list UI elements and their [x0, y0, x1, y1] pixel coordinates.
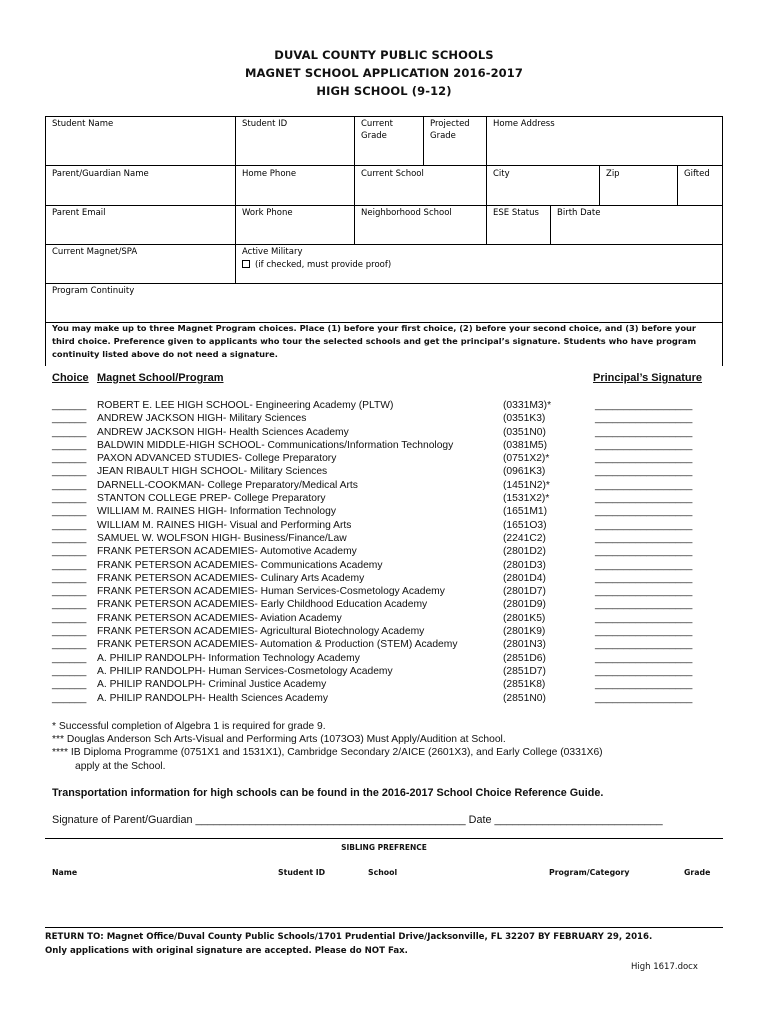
program-row — [52, 585, 722, 598]
choice-rank-blank[interactable]: ______ — [52, 479, 87, 491]
home-phone-field[interactable]: Home Phone — [242, 169, 297, 179]
sibling-student-id-field[interactable]: Student ID — [278, 868, 326, 877]
choice-rank-blank[interactable]: ______ — [52, 665, 87, 677]
principal-signature-blank[interactable]: _________________ — [595, 639, 693, 651]
program-row — [52, 545, 722, 558]
program-row — [52, 492, 722, 505]
sibling-preference-section — [45, 838, 723, 928]
principal-signature-blank[interactable]: _________________ — [595, 612, 693, 624]
program-code: (1651M1) — [503, 506, 548, 518]
program-name: FRANK PETERSON ACADEMIES- Early Childhood Education Academy — [97, 599, 428, 611]
program-name: ANDREW JACKSON HIGH- Health Sciences Academy — [97, 426, 349, 438]
col-divider — [550, 205, 551, 244]
form-subtitle: HIGH SCHOOL (9-12) — [316, 84, 452, 98]
principal-signature-blank[interactable]: _________________ — [595, 506, 693, 518]
row-divider — [46, 244, 722, 245]
program-code: (2801D4) — [503, 572, 546, 584]
program-row — [52, 519, 722, 532]
program-code: (0381M5) — [503, 439, 548, 451]
principal-signature-blank[interactable]: _________________ — [595, 413, 693, 425]
work-phone-field[interactable]: Work Phone — [242, 208, 293, 218]
current-school-field[interactable]: Current School — [361, 169, 424, 179]
program-code: (2851K8) — [503, 679, 546, 691]
neighborhood-school-field[interactable]: Neighborhood School — [361, 208, 452, 218]
original-signature-note: Only applications with original signature are accepted. Please do NOT Fax. — [45, 946, 408, 956]
col-divider — [354, 117, 355, 165]
program-code: (2851D7) — [503, 665, 546, 677]
signature-column-header: Principal’s Signature — [593, 372, 703, 384]
program-name: FRANK PETERSON ACADEMIES- Automotive Academy — [97, 546, 357, 558]
program-row — [52, 665, 722, 678]
program-row — [52, 412, 722, 425]
col-divider — [235, 244, 236, 283]
principal-signature-blank[interactable]: _________________ — [595, 532, 693, 544]
parent-signature-line[interactable]: Signature of Parent/Guardian _____________________________________________ Date ____________________________ — [52, 814, 663, 826]
choice-rank-blank[interactable]: ______ — [52, 639, 87, 651]
principal-signature-blank[interactable]: _________________ — [595, 466, 693, 478]
projected-grade-field[interactable]: Projected Grade — [430, 119, 470, 141]
program-code: (2801K9) — [503, 626, 546, 638]
gifted-field[interactable]: Gifted — [684, 169, 710, 179]
row-divider — [46, 205, 722, 206]
principal-signature-blank[interactable]: _________________ — [595, 652, 693, 664]
principal-signature-blank[interactable]: _________________ — [595, 493, 693, 505]
parent-email-field[interactable]: Parent Email — [52, 208, 106, 218]
program-name: DARNELL-COOKMAN- College Preparatory/Medical Arts — [97, 479, 358, 491]
program-row — [52, 452, 722, 465]
program-name: FRANK PETERSON ACADEMIES- Aviation Academy — [97, 612, 342, 624]
return-address: RETURN TO: Magnet Office/Duval County Public Schools/1701 Prudential Drive/Jacksonville, FL 32207 BY FEBRUARY 29, 2016. — [45, 932, 653, 942]
note-algebra: * Successful completion of Algebra 1 is required for grade 9. — [52, 721, 326, 732]
program-name: WILLIAM M. RAINES HIGH- Visual and Performing Arts — [97, 519, 352, 531]
program-continuity-field[interactable]: Program Continuity — [52, 286, 135, 296]
principal-signature-blank[interactable]: _________________ — [595, 665, 693, 677]
program-row — [52, 479, 722, 492]
program-name: FRANK PETERSON ACADEMIES- Culinary Arts Academy — [97, 572, 365, 584]
program-code: (0351K3) — [503, 413, 546, 425]
principal-signature-blank[interactable]: _________________ — [595, 426, 693, 438]
form-title: MAGNET SCHOOL APPLICATION 2016-2017 — [245, 66, 523, 80]
col-divider — [235, 117, 236, 165]
program-code: (1451N2)* — [503, 479, 550, 491]
program-code: (2801N3) — [503, 639, 546, 651]
principal-signature-blank[interactable]: _________________ — [595, 679, 693, 691]
choice-rank-blank[interactable]: ______ — [52, 453, 87, 465]
sibling-school-field[interactable]: School — [368, 868, 398, 877]
program-row — [52, 439, 722, 452]
principal-signature-blank[interactable]: _________________ — [595, 559, 693, 571]
program-row — [52, 692, 722, 705]
principal-signature-blank[interactable]: _________________ — [595, 453, 693, 465]
birth-date-field[interactable]: Birth Date — [557, 208, 601, 218]
row-divider — [46, 283, 722, 284]
program-name: A. PHILIP RANDOLPH- Information Technology Academy — [97, 652, 360, 664]
program-name: STANTON COLLEGE PREP- College Preparatory — [97, 493, 326, 505]
choice-rank-blank[interactable]: ______ — [52, 559, 87, 571]
transportation-note: Transportation information for high schools can be found in the 2016-2017 School Choice Reference Guide. — [52, 787, 604, 799]
home-address-field[interactable]: Home Address — [493, 119, 555, 129]
program-name: FRANK PETERSON ACADEMIES- Communications Academy — [97, 559, 383, 571]
sibling-title: SIBLING PREFRENCE — [341, 843, 427, 852]
program-code: (0961K3) — [503, 466, 546, 478]
program-name: FRANK PETERSON ACADEMIES- Automation & Production (STEM) Academy — [97, 639, 458, 651]
col-divider — [354, 165, 355, 205]
program-name: BALDWIN MIDDLE-HIGH SCHOOL- Communications/Information Technology — [97, 439, 454, 451]
program-row — [52, 678, 722, 691]
program-row — [52, 559, 722, 572]
program-code: (2851D6) — [503, 652, 546, 664]
program-code: (2801D7) — [503, 586, 546, 598]
col-divider — [486, 165, 487, 205]
col-divider — [486, 205, 487, 244]
choice-column-header: Choice — [52, 372, 89, 384]
sibling-name-field[interactable]: Name — [52, 868, 78, 877]
choice-rank-blank[interactable]: ______ — [52, 692, 87, 704]
col-divider — [423, 117, 424, 165]
col-divider — [235, 205, 236, 244]
principal-signature-blank[interactable]: _________________ — [595, 572, 693, 584]
note-apply-at-school: apply at the School. — [75, 761, 166, 772]
principal-signature-blank[interactable]: _________________ — [595, 692, 693, 704]
program-row — [52, 399, 722, 412]
current-magnet-field[interactable]: Current Magnet/SPA — [52, 247, 138, 257]
program-row — [52, 625, 722, 638]
program-row — [52, 598, 722, 611]
principal-signature-blank[interactable]: _________________ — [595, 479, 693, 491]
principal-signature-blank[interactable]: _________________ — [595, 439, 693, 451]
choice-rank-blank[interactable]: ______ — [52, 400, 87, 411]
choice-rank-blank[interactable]: ______ — [52, 626, 87, 638]
col-divider — [235, 165, 236, 205]
student-id-field[interactable]: Student ID — [242, 119, 288, 129]
program-column-header: Magnet School/Program — [97, 372, 224, 384]
program-row — [52, 652, 722, 665]
program-code: (0351N0) — [503, 426, 546, 438]
choice-rank-blank[interactable]: ______ — [52, 532, 87, 544]
program-row — [52, 612, 722, 625]
program-name: SAMUEL W. WOLFSON HIGH- Business/Finance/Law — [97, 532, 347, 544]
sibling-program-field[interactable]: Program/Category — [549, 868, 630, 877]
program-code: (1531X2)* — [503, 493, 550, 505]
program-row — [52, 572, 722, 585]
student-info-table — [45, 116, 723, 323]
program-code: (2801D3) — [503, 559, 546, 571]
program-name: ROBERT E. LEE HIGH SCHOOL- Engineering Academy (PLTW) — [97, 400, 394, 411]
choice-rank-blank[interactable]: ______ — [52, 599, 87, 611]
program-name: JEAN RIBAULT HIGH SCHOOL- Military Sciences — [97, 466, 328, 478]
sibling-grade-field[interactable]: Grade — [684, 868, 711, 877]
program-code: (0751X2)* — [503, 453, 550, 465]
program-row — [52, 465, 722, 478]
choice-rank-blank[interactable]: ______ — [52, 546, 87, 558]
program-code: (2801D9) — [503, 599, 546, 611]
principal-signature-blank[interactable]: _________________ — [595, 519, 693, 531]
current-grade-field[interactable]: Current Grade — [361, 119, 393, 141]
zip-field[interactable]: Zip — [606, 169, 620, 179]
program-name: A. PHILIP RANDOLPH- Criminal Justice Academy — [97, 679, 327, 691]
choice-rank-blank[interactable]: ______ — [52, 679, 87, 691]
program-code: (2241C2) — [503, 532, 546, 544]
program-name: PAXON ADVANCED STUDIES- College Preparatory — [97, 453, 337, 465]
choice-rank-blank[interactable]: ______ — [52, 426, 87, 438]
program-name: FRANK PETERSON ACADEMIES- Human Services-Cosmetology Academy — [97, 586, 445, 598]
program-name: WILLIAM M. RAINES HIGH- Information Technology — [97, 506, 337, 518]
choice-rank-blank[interactable]: ______ — [52, 439, 87, 451]
program-row — [52, 426, 722, 439]
choice-rank-blank[interactable]: ______ — [52, 519, 87, 531]
instructions-text: You may make up to three Magnet Program choices. Place (1) before your first choice, (2) before your second choice, and (3) before your third choice. Preference given to applicants who tour the selected schools and get the principal’s signature. Students who have program continuity listed above do not need a signature. — [52, 323, 697, 359]
principal-signature-blank[interactable]: _________________ — [595, 599, 693, 611]
parent-name-field[interactable]: Parent/Guardian Name — [52, 169, 149, 179]
choice-rank-blank[interactable]: ______ — [52, 612, 87, 624]
document-filename: High 1617.docx — [631, 962, 698, 972]
program-code: (2851N0) — [503, 692, 546, 704]
ese-status-field[interactable]: ESE Status — [493, 208, 539, 218]
program-code: (1651O3) — [503, 519, 547, 531]
choice-rank-blank[interactable]: ______ — [52, 572, 87, 584]
col-divider — [677, 165, 678, 205]
choice-rank-blank[interactable]: ______ — [52, 586, 87, 598]
program-name: A. PHILIP RANDOLPH- Human Services-Cosmetology Academy — [97, 665, 393, 677]
active-military-label: Active Military — [242, 247, 303, 257]
choice-rank-blank[interactable]: ______ — [52, 506, 87, 518]
active-military-option[interactable] — [242, 259, 391, 271]
city-field[interactable]: City — [493, 169, 510, 179]
program-row — [52, 532, 722, 545]
active-military-note: (if checked, must provide proof) — [255, 260, 392, 270]
col-divider — [354, 205, 355, 244]
active-military-checkbox[interactable] — [242, 260, 250, 268]
student-name-field[interactable]: Student Name — [52, 119, 114, 129]
district-title: DUVAL COUNTY PUBLIC SCHOOLS — [274, 48, 494, 62]
choice-rank-blank[interactable]: ______ — [52, 413, 87, 425]
note-ib-aice: **** IB Diploma Programme (0751X1 and 1531X1), Cambridge Secondary 2/AICE (2601X3), and Early College (0331X6) — [52, 747, 603, 758]
program-code: (2801K5) — [503, 612, 546, 624]
note-douglas-anderson: *** Douglas Anderson Sch Arts-Visual and Performing Arts (1073O3) Must Apply/Audition at School. — [52, 734, 506, 745]
program-choice-list — [52, 399, 722, 705]
principal-signature-blank[interactable]: _________________ — [595, 546, 693, 558]
program-name: FRANK PETERSON ACADEMIES- Agricultural Biotechnology Academy — [97, 626, 425, 638]
principal-signature-blank[interactable]: _________________ — [595, 626, 693, 638]
program-name: A. PHILIP RANDOLPH- Health Sciences Academy — [97, 692, 329, 704]
program-row — [52, 505, 722, 518]
principal-signature-blank[interactable]: _________________ — [595, 400, 693, 411]
col-divider — [599, 165, 600, 205]
choice-rank-blank[interactable]: ______ — [52, 466, 87, 478]
program-row — [52, 638, 722, 651]
choice-rank-blank[interactable]: ______ — [52, 493, 87, 505]
program-code: (0331M3)* — [503, 400, 552, 411]
program-name: ANDREW JACKSON HIGH- Military Sciences — [97, 413, 307, 425]
col-divider — [486, 117, 487, 165]
row-divider — [46, 165, 722, 166]
choice-rank-blank[interactable]: ______ — [52, 652, 87, 664]
principal-signature-blank[interactable]: _________________ — [595, 586, 693, 598]
program-code: (2801D2) — [503, 546, 546, 558]
